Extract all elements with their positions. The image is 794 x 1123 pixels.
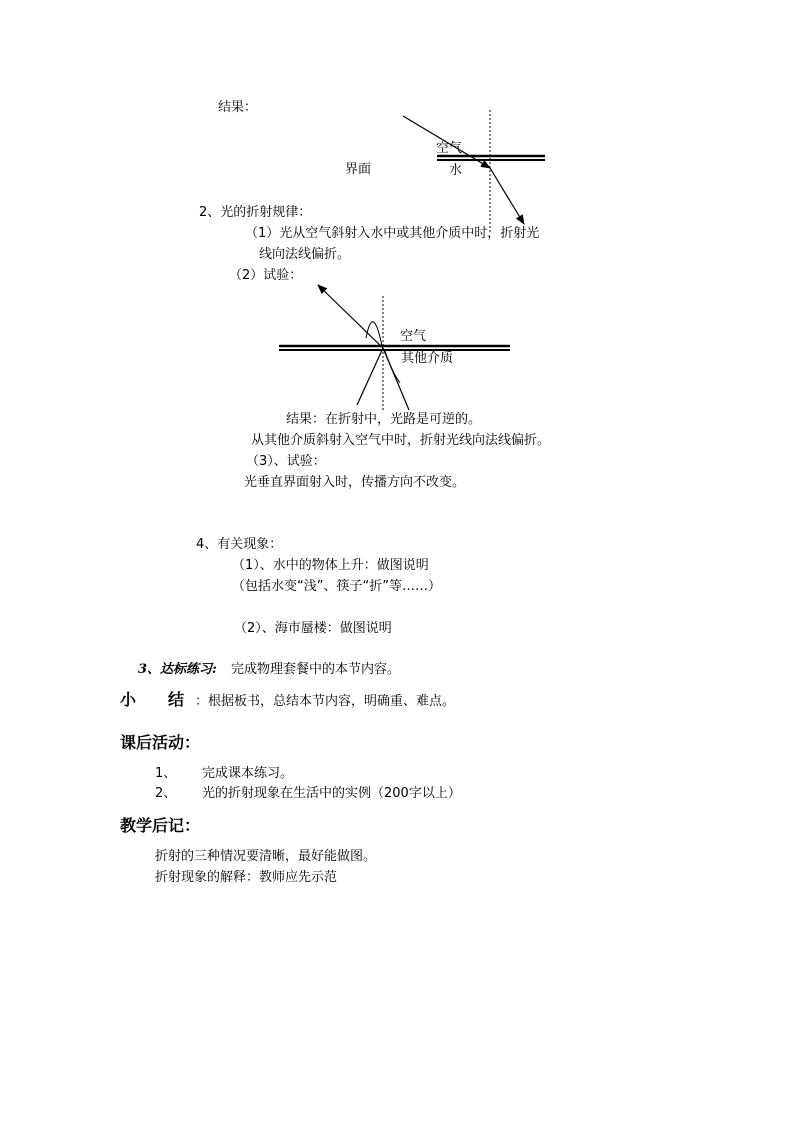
result-reversible: 结果：在折射中，光路是可逆的。 (286, 412, 482, 427)
medium-ray-left (357, 348, 383, 405)
teaching-notes-line1: 折射的三种情况要清晰，最好能做图。 (155, 849, 377, 864)
phenomenon-item1: （1）、水中的物体上升：做图说明 (232, 558, 429, 573)
section4-heading: 4、有关现象： (196, 537, 283, 552)
section2-heading: 2、光的折射规律： (199, 205, 312, 220)
after-class-item1-text: 完成课本练习。 (202, 766, 294, 781)
practice-label: 3、达标练习: (138, 662, 217, 677)
summary-label: 小 结 (120, 690, 185, 709)
figure1-air-label: 空气 (436, 141, 463, 156)
after-class-item2-num: 2、 (155, 786, 177, 801)
summary-text: ：根据板书，总结本节内容，明确重、难点。 (195, 694, 456, 709)
teaching-notes-line2: 折射现象的解释：教师应先示范 (155, 870, 338, 885)
rule1-line1: （1）光从空气斜射入水中或其他介质中时，折射光 (245, 226, 540, 241)
rule1-line2: 线向法线偏折。 (259, 247, 351, 262)
teaching-notes-heading: 教学后记： (120, 816, 201, 835)
experiment3-label: （3）、试验： (246, 454, 326, 469)
phenomenon-item2: （2）、海市蜃楼：做图说明 (234, 621, 392, 636)
phenomenon-item1-note: （包括水变“浅”、筷子“折”等……） (232, 579, 441, 594)
practice-text: 完成物理套餐中的本节内容。 (231, 662, 401, 677)
figure1-result-label: 结果： (218, 100, 258, 115)
result-medium-to-air: 从其他介质斜射入空气中时，折射光线向法线偏折。 (251, 433, 551, 448)
figure1-water-label: 水 (449, 163, 463, 178)
refracted-ray (490, 168, 524, 224)
after-class-heading: 课后活动： (120, 733, 201, 752)
figure2-air-label: 空气 (400, 329, 427, 344)
after-class-item2-text: 光的折射现象在生活中的实例（200字以上） (202, 786, 461, 801)
angle-arc-medium (385, 351, 400, 383)
after-class-item1-num: 1、 (155, 766, 177, 781)
result-perpendicular: 光垂直界面射入时，传播方向不改变。 (244, 475, 466, 490)
figure2-medium-label: 其他介质 (401, 351, 454, 366)
experiment2-label: （2）试验： (229, 268, 303, 283)
emergent-ray (318, 285, 383, 348)
figure1-interface-label: 界面 (345, 162, 372, 177)
